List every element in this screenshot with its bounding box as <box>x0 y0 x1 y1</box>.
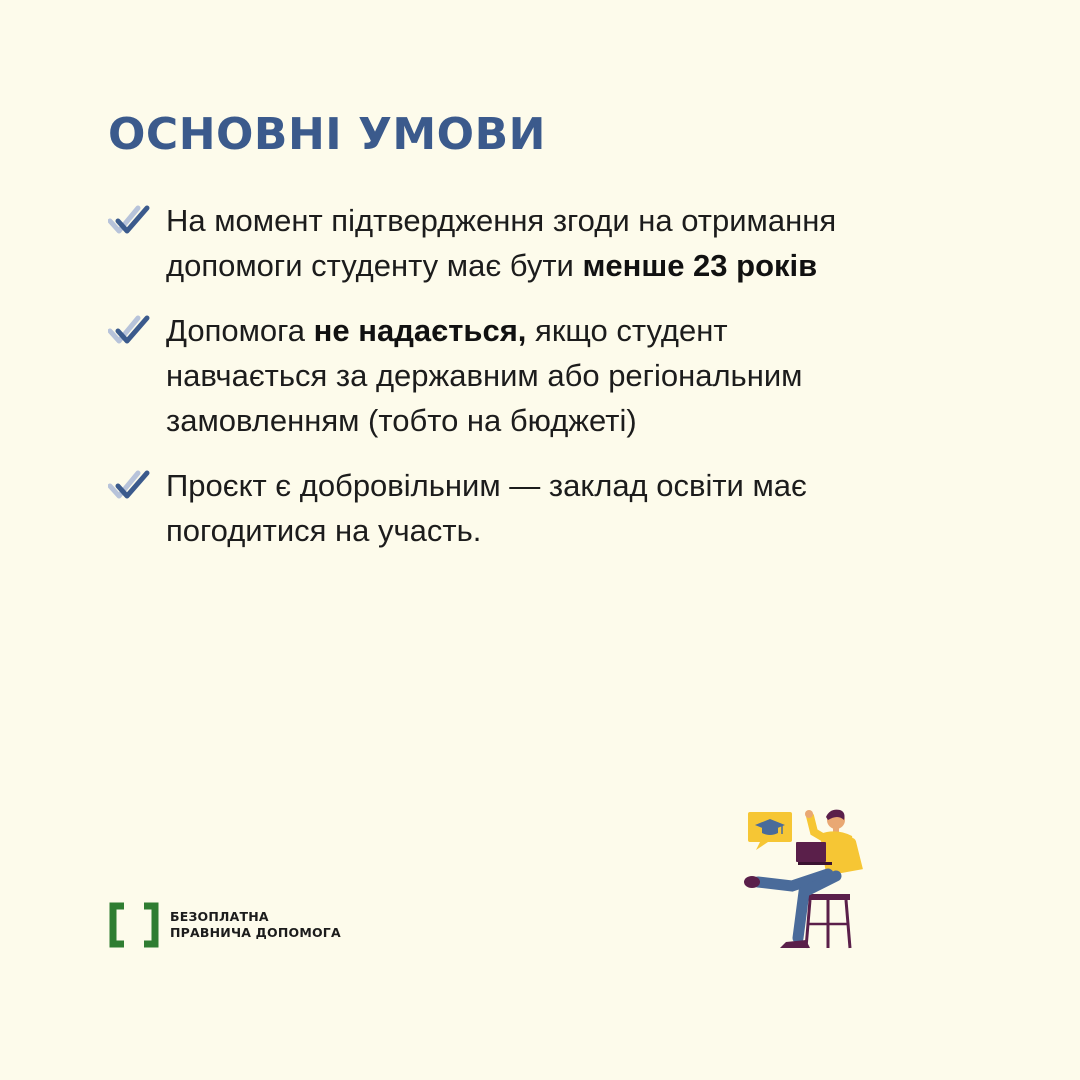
condition-line: На момент підтвердження згоди на отримання <box>166 203 837 238</box>
double-check-icon <box>108 204 150 236</box>
logo-text-line: БЕЗОПЛАТНА <box>170 909 269 924</box>
condition-line: замовленням (тобто на бюджеті) <box>166 403 637 438</box>
bracket-logo-icon <box>108 902 160 948</box>
condition-line: Допомога <box>166 313 314 348</box>
condition-emphasis: менше 23 років <box>582 248 818 283</box>
organization-logo <box>108 902 341 948</box>
stool <box>806 894 850 948</box>
logo-text <box>170 909 341 941</box>
condition-line: Проєкт є добровільним — заклад освіти має <box>166 468 807 503</box>
double-check-icon <box>108 469 150 501</box>
student-with-laptop-illustration <box>740 808 870 954</box>
condition-item-age <box>108 198 988 288</box>
condition-emphasis: не надається, <box>313 313 527 348</box>
page-title: ОСНОВНІ УМОВИ <box>108 109 546 160</box>
condition-line: допомоги студенту має бути <box>166 248 583 283</box>
logo-text-line: ПРАВНИЧА ДОПОМОГА <box>170 925 341 940</box>
conditions-list <box>108 198 988 573</box>
condition-item-voluntary <box>108 463 988 553</box>
condition-line: якщо студент <box>526 313 728 348</box>
speech-bubble-icon <box>748 812 792 850</box>
double-check-icon <box>108 314 150 346</box>
condition-line: погодитися на участь. <box>166 513 482 548</box>
condition-line: навчається за державним або регіональним <box>166 358 803 393</box>
condition-item-budget <box>108 308 988 443</box>
